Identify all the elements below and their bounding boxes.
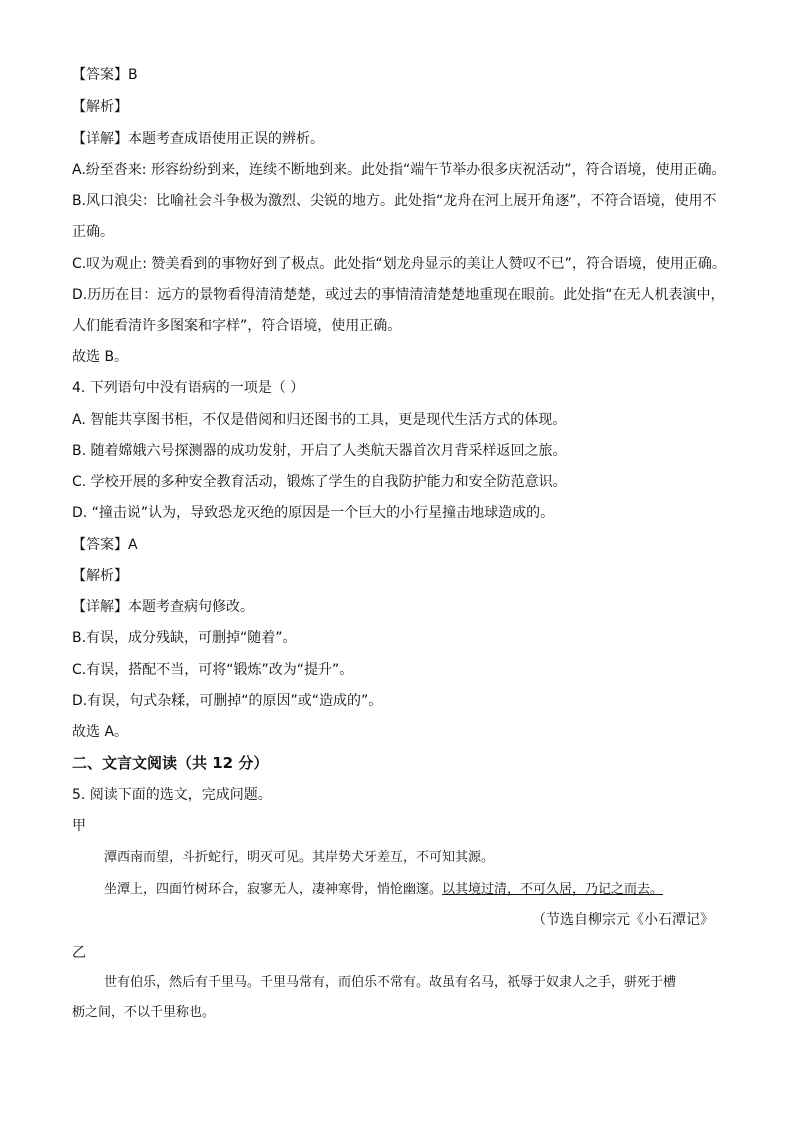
passage-jia-paragraph-2 — [104, 880, 663, 900]
option-c-explanation: C.叹为观止: 赞美看到的事物好到了极点。此处指“划龙舟显示的美让人赞叹不已”，符合语境，使用正确。 — [72, 256, 726, 272]
option-b-explanation-line1: B.风口浪尖：比喻社会斗争极为激烈、尖锐的地方。此处指“龙舟在河上展开角逐”，不符合语境，使用不 — [72, 193, 717, 209]
question-4-option-a: A. 智能共享图书柜，不仅是借阅和归还图书的工具，更是现代生活方式的体现。 — [72, 412, 567, 428]
question-4-option-b: B. 随着嫦娥六号探测器的成功发射，开启了人类航天器首次月背采样返回之旅。 — [72, 443, 567, 459]
option-d-explanation-line2: 人们能看清许多图案和字样”，符合语境，使用正确。 — [72, 318, 402, 334]
conclusion-q3: 故选 B。 — [72, 349, 129, 365]
option-a-explanation: A.纷至沓来: 形容纷纷到来，连续不断地到来。此处指“端午节举办很多庆祝活动”，符合语境，使用正确。 — [72, 162, 726, 178]
passage-jia-source: （节选自柳宗元《小石潭记》 — [532, 912, 714, 928]
question-4-option-c: C. 学校开展的多种安全教育活动，锻炼了学生的自我防护能力和安全防范意识。 — [72, 474, 567, 490]
passage-jia-paragraph-1: 潭西南而望，斗折蛇行，明灭可见。其岸势犬牙差互，不可知其源。 — [104, 850, 495, 865]
answer-label-q4: 【答案】A — [72, 537, 138, 553]
question-4-stem: 4. 下列语句中没有语病的一项是（ ） — [72, 380, 305, 396]
passage-yi-paragraph-line1: 世有伯乐，然后有千里马。千里马常有，而伯乐不常有。故虽有名马，祇辱于奴隶人之手，骈死于槽 — [104, 975, 677, 990]
passage-jia-underlined-sentence: 以其境过清，不可久居，乃记之而去。 — [442, 882, 664, 897]
passage-yi-paragraph-line2: 枥之间，不以千里称也。 — [72, 1005, 216, 1020]
q4-d-explanation: D.有误，句式杂糅，可删掉“的原因”或“造成的”。 — [72, 693, 383, 709]
conclusion-q4: 故选 A。 — [72, 724, 129, 740]
option-b-explanation-line2: 正确。 — [72, 224, 114, 240]
option-d-explanation-line1: D.历历在目：远方的景物看得清清楚楚，或过去的事情清清楚楚地重现在眼前。此处指“在无人机表演中， — [72, 287, 725, 303]
passage-jia-label: 甲 — [72, 818, 86, 834]
analysis-label-q3: 【解析】 — [72, 99, 128, 115]
passage-yi-label: 乙 — [72, 945, 86, 961]
question-5-stem: 5. 阅读下面的选文，完成问题。 — [72, 787, 272, 803]
detail-line-q4: 【详解】本题考查病句修改。 — [72, 599, 254, 615]
q4-b-explanation: B.有误，成分残缺，可删掉“随着”。 — [72, 630, 297, 646]
passage-jia-paragraph-2-text: 坐潭上，四面竹树环合，寂寥无人，凄神寒骨，悄怆幽邃。 — [104, 882, 443, 897]
analysis-label-q4: 【解析】 — [72, 568, 128, 584]
q4-c-explanation: C.有误，搭配不当，可将“锻炼”改为“提升”。 — [72, 662, 354, 678]
question-4-option-d: D. “撞击说”认为，导致恐龙灭绝的原因是一个巨大的小行星撞击地球造成的。 — [72, 505, 555, 521]
answer-label-q3: 【答案】B — [72, 67, 138, 83]
detail-line-q3: 【详解】本题考查成语使用正误的辨析。 — [72, 131, 324, 147]
section-heading-classical-chinese: 二、文言文阅读（共 12 分） — [72, 754, 269, 772]
